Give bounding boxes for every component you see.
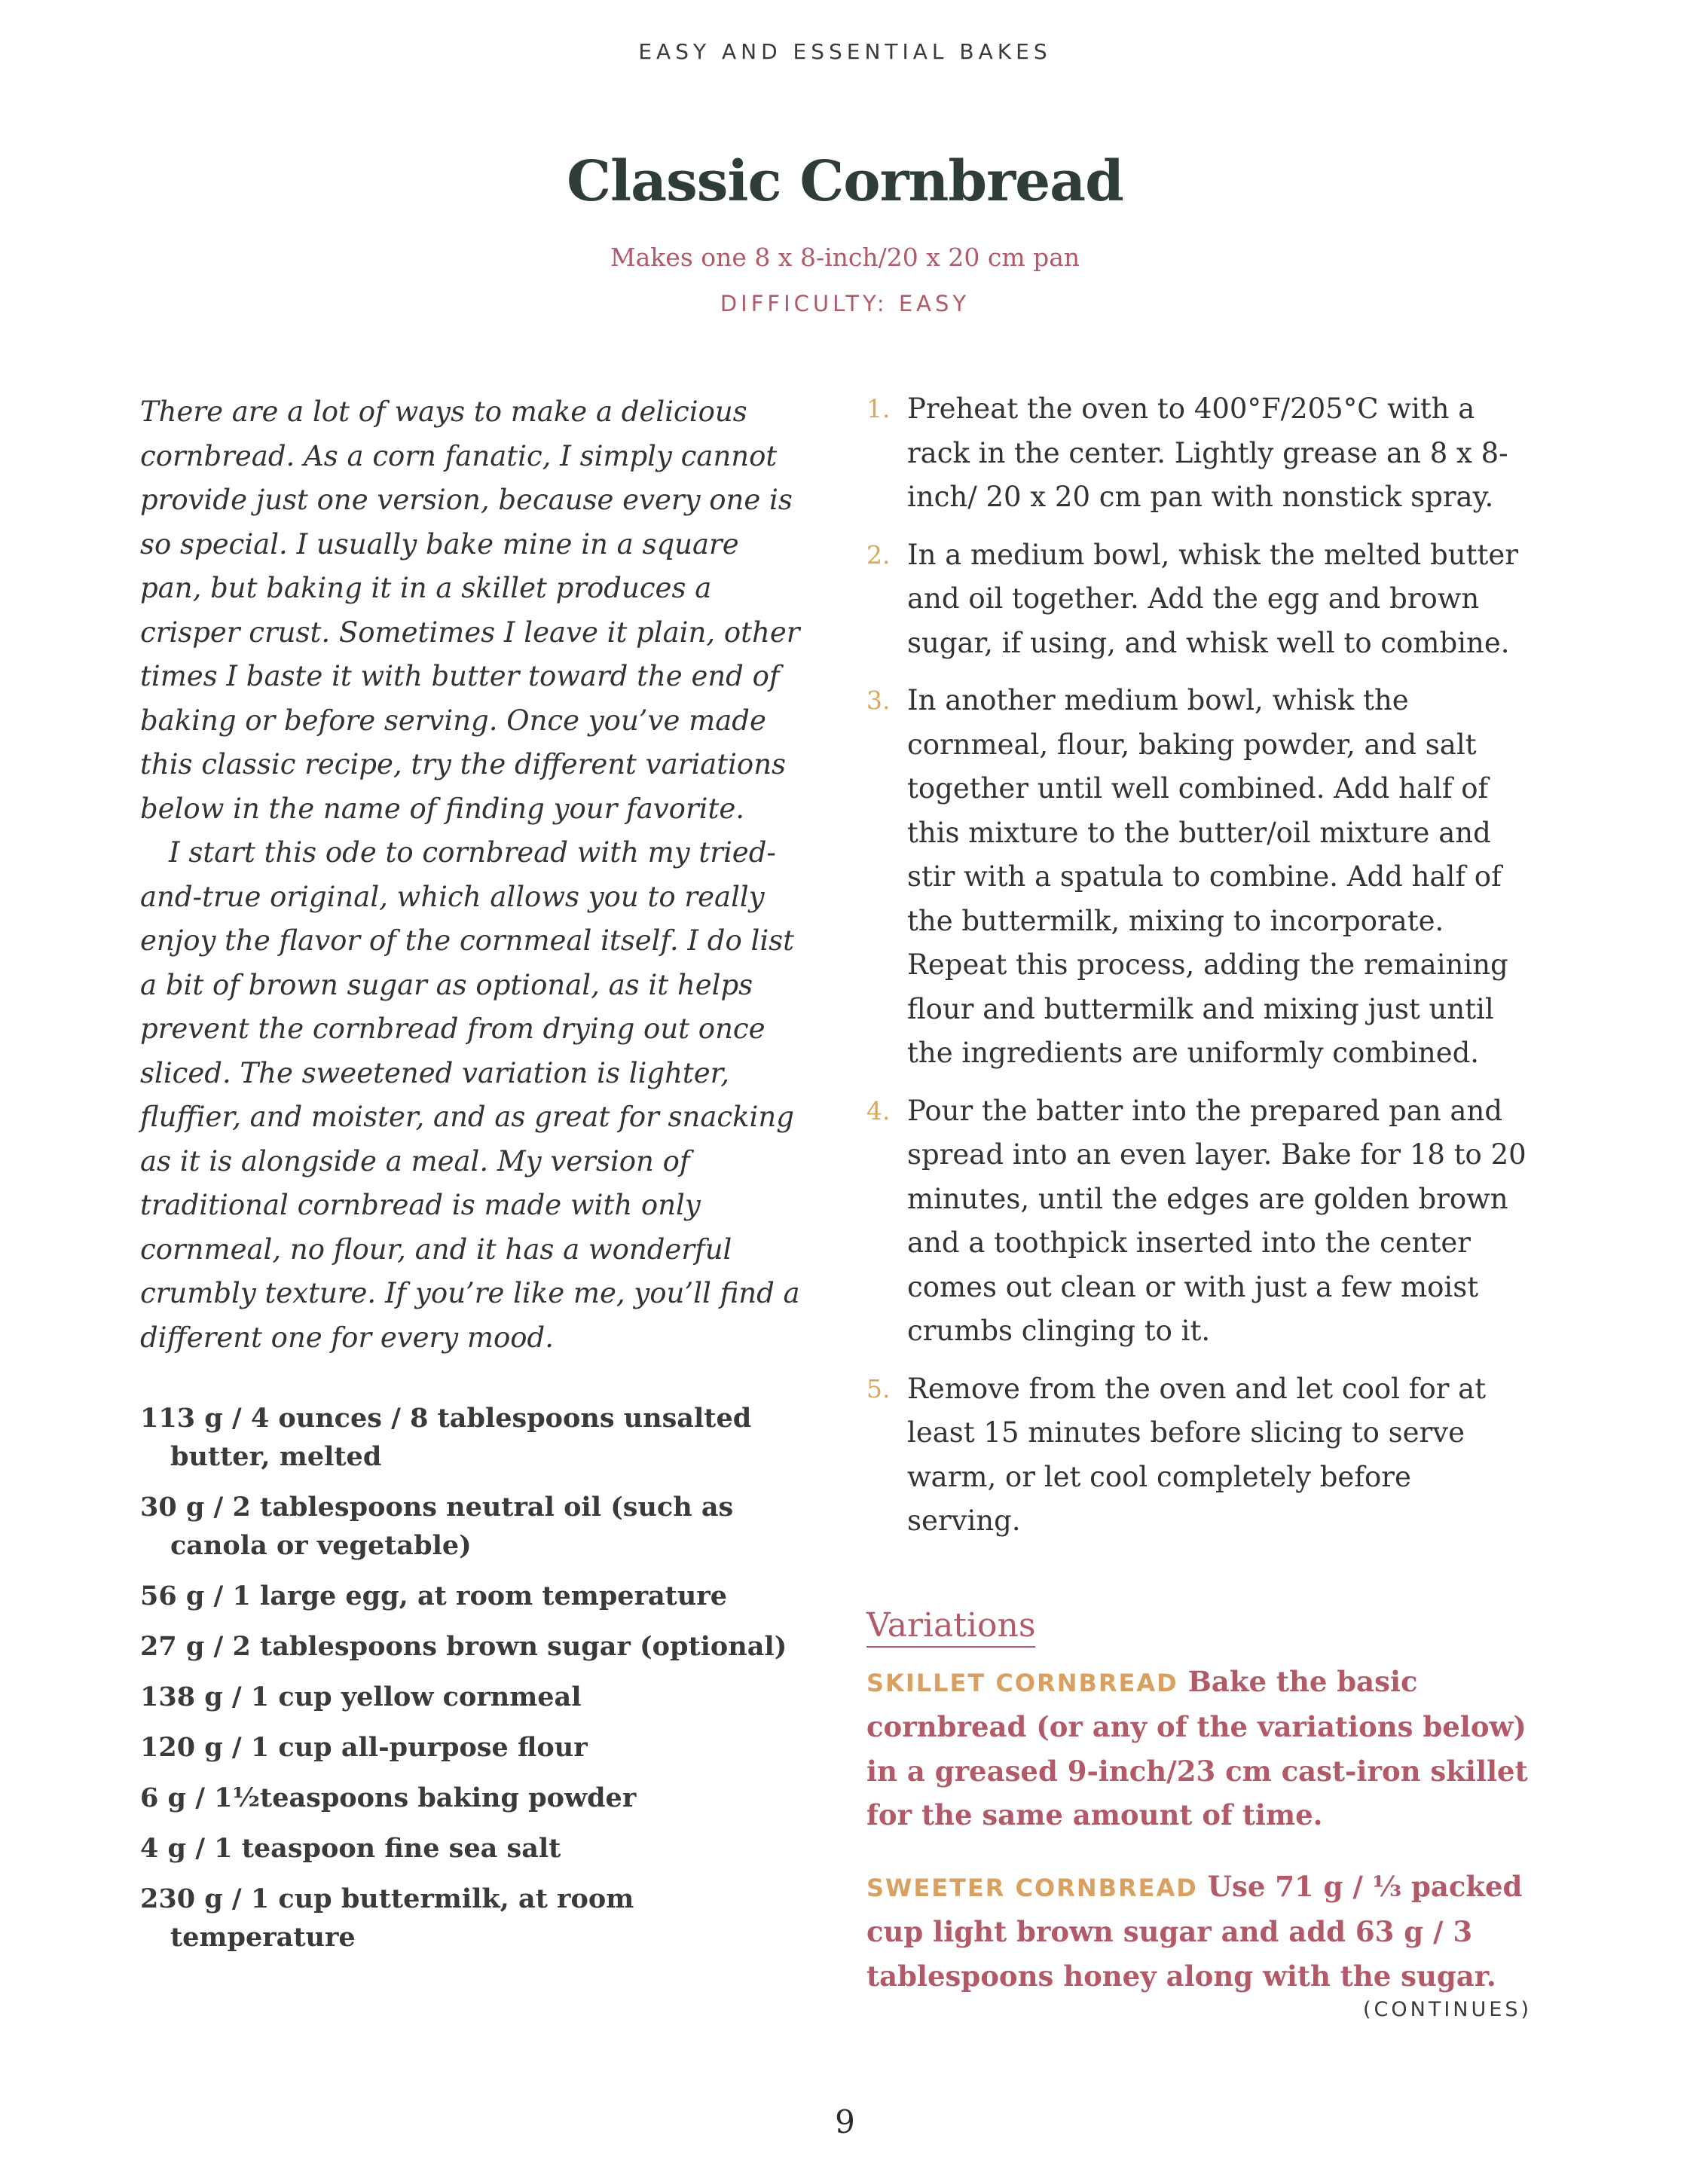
variation-item [866, 1660, 1530, 1837]
step-text: In another medium bowl, whisk the cornmeal, flour, baking powder, and salt together until well combined. Add half of this mixture to the butter/oil mixture and stir with a spatula to combine. Add half of the buttermilk, mixing to incorporate. Repeat this process, adding the remaining flour and buttermilk and mixing just until the ingredients are uniformly combined. [907, 684, 1508, 1069]
intro-paragraph: There are a lot of ways to make a delicious cornbread. As a corn fanatic, I simply cannot provide just one version, because every one is so special. I usually bake mine in a square pan, but baking it in a skillet produces a crisper crust. Sometimes I leave it plain, other times I baste it with butter toward the end of baking or before serving. Once you’ve made this classic recipe, try the different variations below in the name of finding your favorite. [140, 396, 800, 825]
recipe-intro [140, 390, 803, 1360]
variation-text: Use 71 g / ⅓ packed cup light brown sugar and add 63 g / 3 tablespoons honey along with the sugar. [866, 1869, 1523, 1993]
recipe-title: Classic Cornbread [567, 149, 1123, 214]
ingredient-list [140, 1399, 803, 1956]
variation-text: Bake the basic cornbread (or any of the variations below) in a greased 9-inch/23 cm cast-iron skillet for the same amount of time. [866, 1664, 1528, 1831]
ingredient-item: 138 g / 1 cup yellow cornmeal [140, 1682, 582, 1712]
step-number: 5. [866, 1373, 891, 1404]
ingredient-item: 27 g / 2 tablespoons brown sugar (optional) [140, 1631, 787, 1662]
method-step [866, 387, 1530, 520]
method-step [866, 1089, 1530, 1354]
step-number: 3. [866, 686, 891, 715]
variations-heading: Variations [866, 1607, 1035, 1648]
step-text: Pour the batter into the prepared pan and spread into an even layer. Bake for 18 to 20 minutes, until the edges are golden brown and a toothpick inserted into the center comes out clean or with just a few moist crumbs clinging to it. [907, 1094, 1527, 1347]
method-steps [866, 387, 1530, 1544]
step-text: In a medium bowl, whisk the melted butter and oil together. Add the egg and brown sugar, if using, and whisk well to combine. [907, 538, 1518, 659]
method-step [866, 679, 1530, 1076]
ingredient-item: 113 g / 4 ounces / 8 tablespoons unsalted butter, melted [140, 1403, 752, 1472]
step-text: Remove from the oven and let cool for at least 15 minutes before slicing to serve warm, or let cool completely before serving. [907, 1372, 1487, 1537]
running-head: EASY AND ESSENTIAL BAKES [638, 39, 1052, 64]
method-step [866, 1367, 1530, 1544]
step-text: Preheat the oven to 400°F/205°C with a rack in the center. Lightly grease an 8 x 8-inch/ 20 x 20 cm pan with nonstick spray. [907, 393, 1508, 513]
step-number: 1. [866, 394, 891, 423]
ingredient-item: 230 g / 1 cup buttermilk, at room temperature [140, 1883, 634, 1953]
page-number: 9 [835, 2103, 855, 2140]
ingredient-item: 120 g / 1 cup all-purpose flour [140, 1732, 588, 1763]
ingredient-item: 56 g / 1 large egg, at room temperature [140, 1581, 728, 1611]
step-number: 2. [866, 539, 891, 570]
recipe-yield: Makes one 8 x 8-inch/20 x 20 cm pan [610, 243, 1080, 272]
method-step [866, 533, 1530, 666]
recipe-difficulty: DIFFICULTY: EASY [720, 291, 970, 316]
step-number: 4. [866, 1095, 891, 1126]
ingredient-item: 4 g / 1 teaspoon fine sea salt [140, 1833, 561, 1864]
variation-name: SKILLET CORNBREAD [866, 1668, 1178, 1697]
left-column [140, 390, 803, 1969]
ingredient-item: 30 g / 2 tablespoons neutral oil (such as canola or vegetable) [140, 1492, 734, 1561]
variation-name: SWEETER CORNBREAD [866, 1873, 1198, 1902]
continues-note: (CONTINUES) [1363, 1998, 1532, 2021]
ingredient-item: 6 g / 1½teaspoons baking powder [140, 1782, 637, 1813]
intro-paragraph: I start this ode to cornbread with my tried-and-true original, which allows you to really enjoy the flavor of the cornmeal itself. I do list a bit of brown sugar as optional, as it helps prevent the cornbread from drying out once sliced. The sweetened variation is lighter, fluffier, and moister, and as great for snacking as it is alongside a meal. My version of traditional cornbread is made with only cornmeal, no flour, and it has a wonderful crumbly texture. If you’re like me, you’ll find a different one for every mood. [140, 836, 800, 1354]
variation-item [866, 1865, 1530, 1999]
right-column [866, 387, 1530, 1998]
